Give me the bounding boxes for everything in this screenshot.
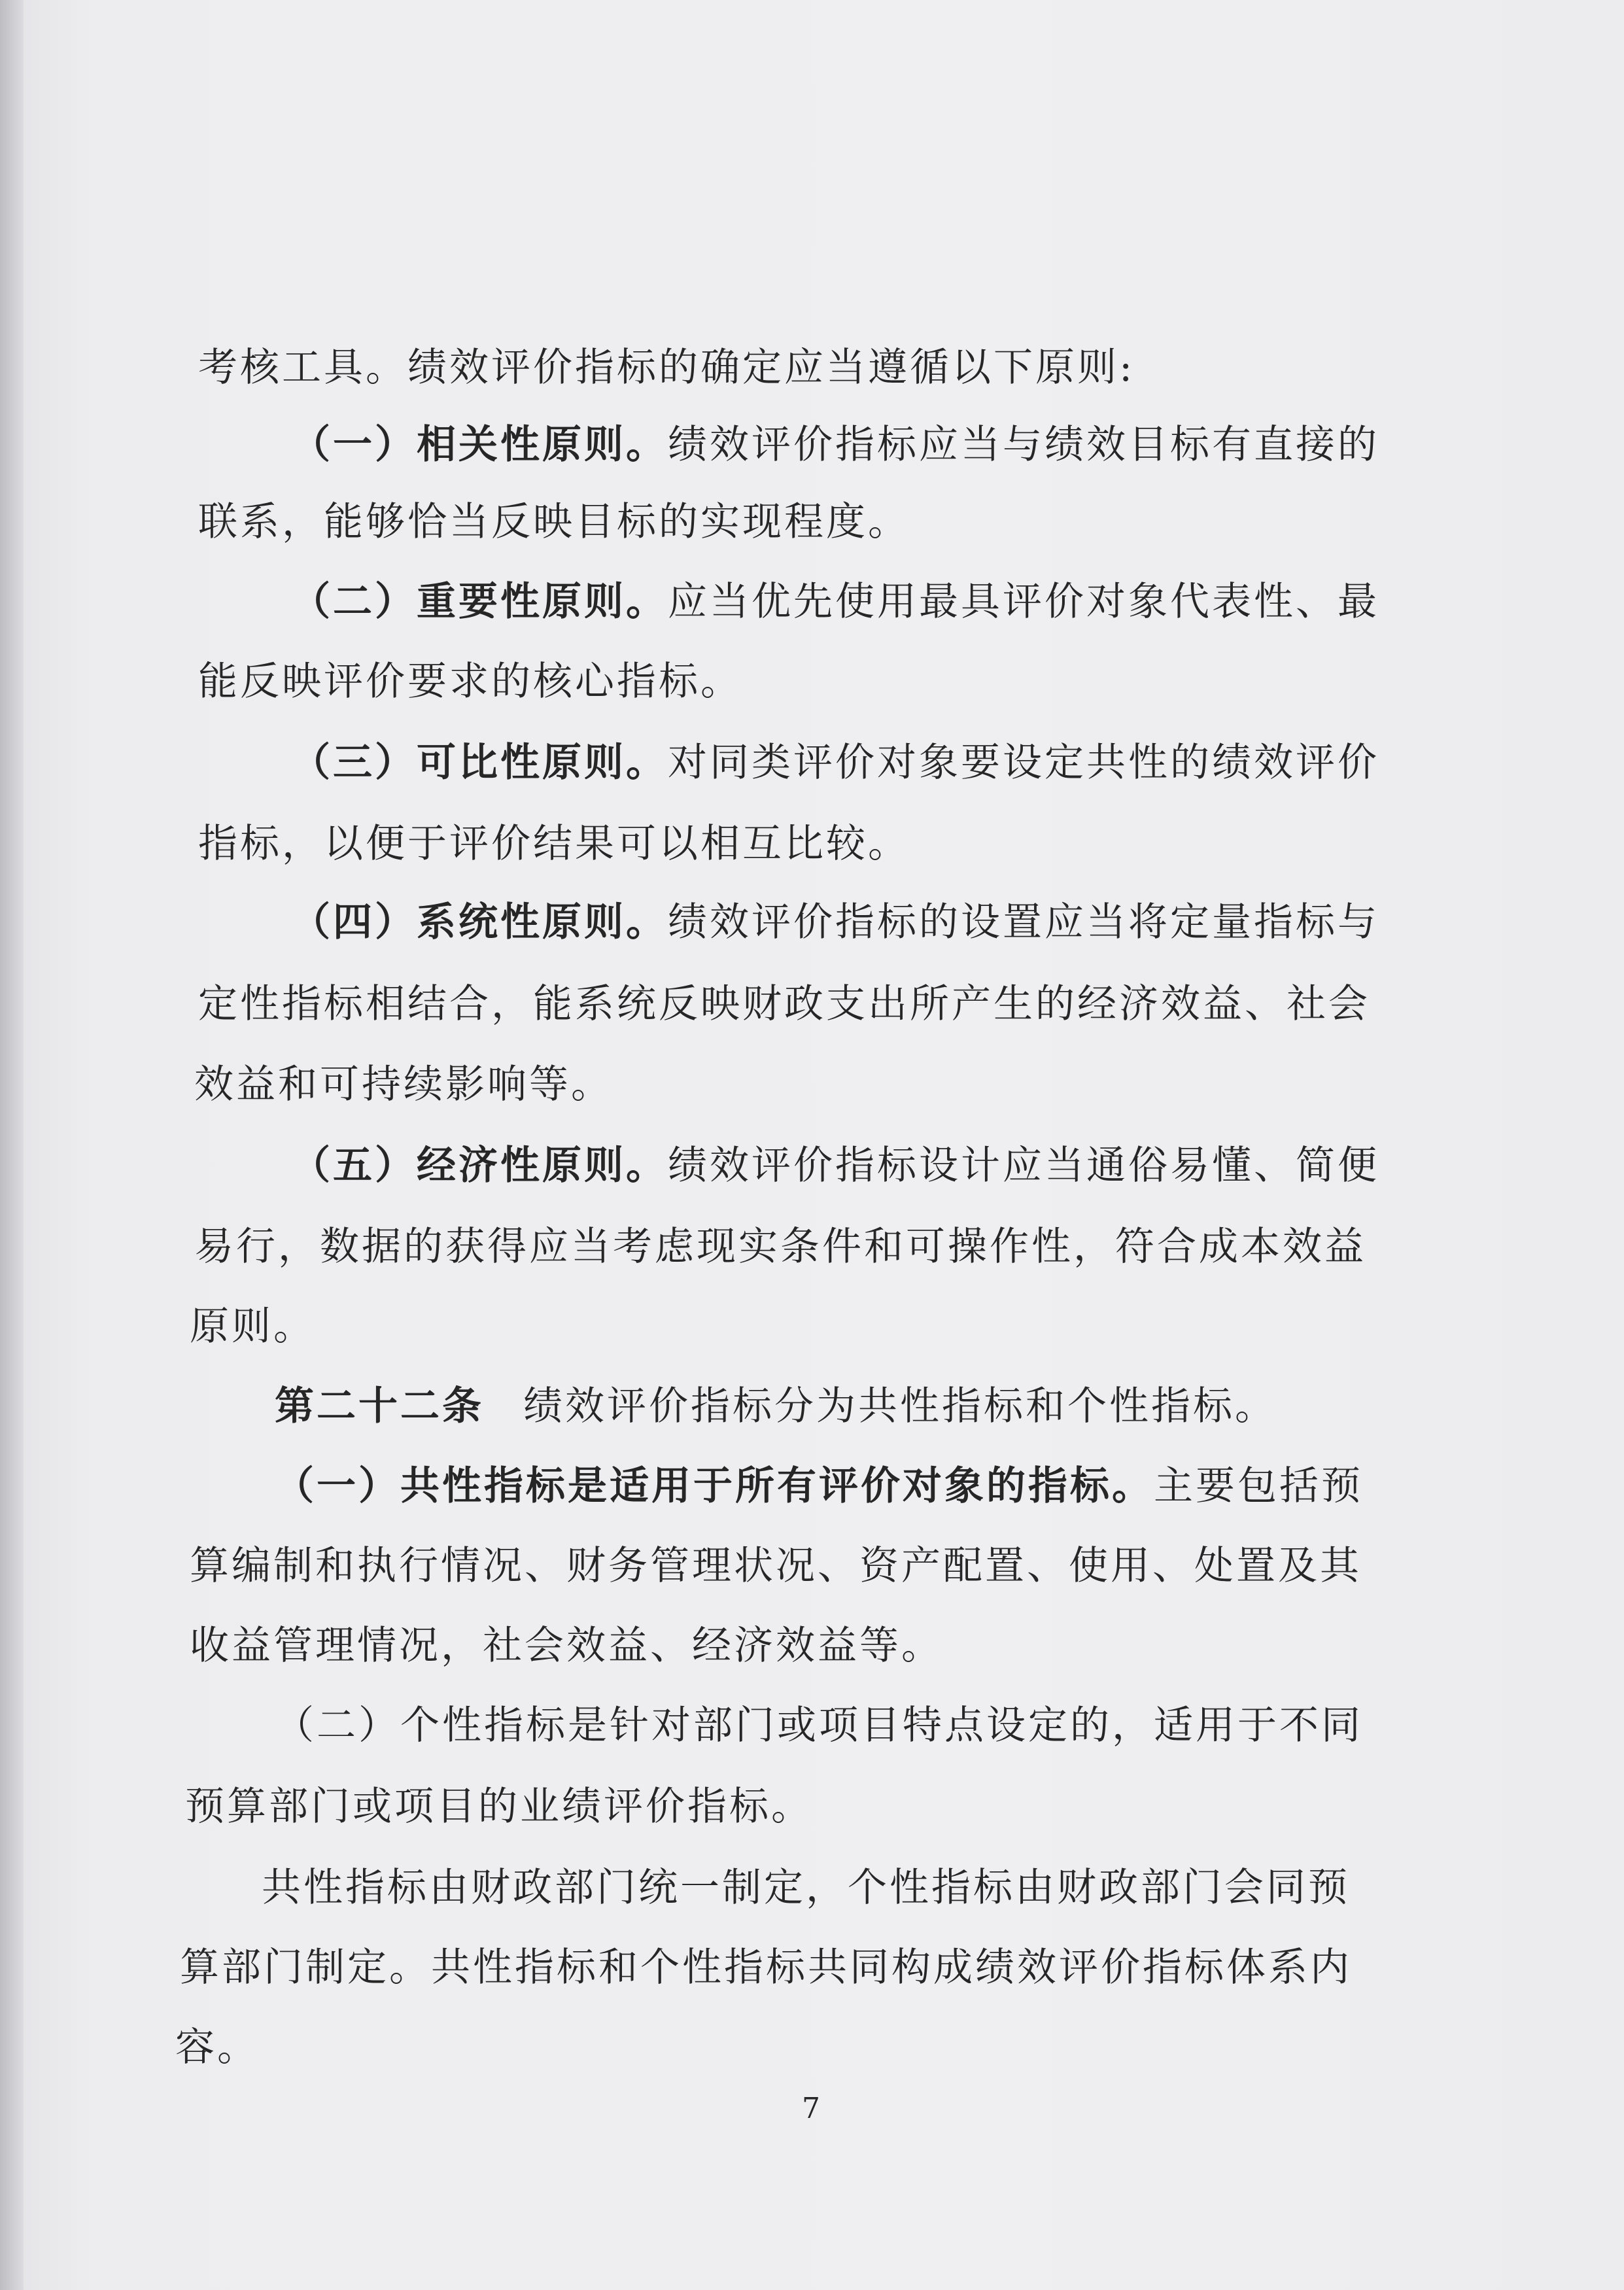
text-line: 收益管理情况，社会效益、经济效益等。 — [190, 1623, 943, 1669]
text-line: 考核工具。绩效评价指标的确定应当遵循以下原则: — [198, 345, 1135, 390]
clause-text: 主要包括预 — [1154, 1463, 1363, 1509]
clause-text: 绩效评价指标的设置应当将定量指标与 — [668, 899, 1379, 945]
clause-heading: （二）重要性原则。 — [291, 579, 668, 625]
text-line: 算编制和执行情况、财务管理状况、资产配置、使用、处置及其 — [190, 1543, 1362, 1589]
clause-text: 应当优先使用最具评价对象代表性、最 — [668, 579, 1379, 625]
text-line — [291, 737, 1379, 789]
article-text: 绩效评价指标分为共性指标和个性指标。 — [523, 1383, 1277, 1429]
clause-heading: （五）经济性原则。 — [291, 1143, 668, 1188]
binding-shadow — [0, 0, 24, 2290]
clause-heading: （三）可比性原则。 — [291, 740, 668, 786]
text-line: 算部门制定。共性指标和个性指标共同构成绩效评价指标体系内 — [180, 1945, 1352, 1990]
text-line: 定性指标相结合，能系统反映财政支出所产生的经济效益、社会 — [198, 981, 1370, 1027]
article-heading: 第二十二条 — [275, 1383, 484, 1429]
text-line: 指标，以便于评价结果可以相互比较。 — [198, 821, 910, 867]
text-line: （二）个性指标是针对部门或项目特点设定的，适用于不同 — [275, 1703, 1363, 1748]
text-line — [291, 419, 1379, 471]
clause-text: 绩效评价指标应当与绩效目标有直接的 — [668, 422, 1379, 468]
text-line: 易行，数据的获得应当考虑现实条件和可操作性，符合成本效益 — [194, 1224, 1366, 1270]
text-line — [275, 1460, 1363, 1512]
clause-heading: （四）系统性原则。 — [291, 899, 668, 945]
text-line — [291, 896, 1379, 948]
clause-text: 绩效评价指标设计应当通俗易懂、简便 — [668, 1143, 1379, 1188]
text-line: 容。 — [175, 2024, 259, 2070]
text-line — [291, 1139, 1379, 1192]
text-line: 预算部门或项目的业绩评价指标。 — [185, 1784, 813, 1830]
text-line — [291, 576, 1379, 628]
article-line — [275, 1380, 1277, 1432]
text-line: 效益和可持续影响等。 — [194, 1062, 613, 1107]
text-line: 能反映评价要求的核心指标。 — [198, 659, 742, 704]
text-line: 联系，能够恰当反映目标的实现程度。 — [198, 499, 910, 545]
clause-heading: （一）相关性原则。 — [291, 422, 668, 468]
clause-heading: （一）共性指标是适用于所有评价对象的指标。 — [275, 1463, 1154, 1509]
text-line: 共性指标由财政部门统一制定，个性指标由财政部门会同预 — [262, 1865, 1350, 1911]
text-line: 原则。 — [190, 1304, 315, 1349]
clause-text: 对同类评价对象要设定共性的绩效评价 — [668, 740, 1379, 786]
page-number: 7 — [802, 2092, 820, 2125]
